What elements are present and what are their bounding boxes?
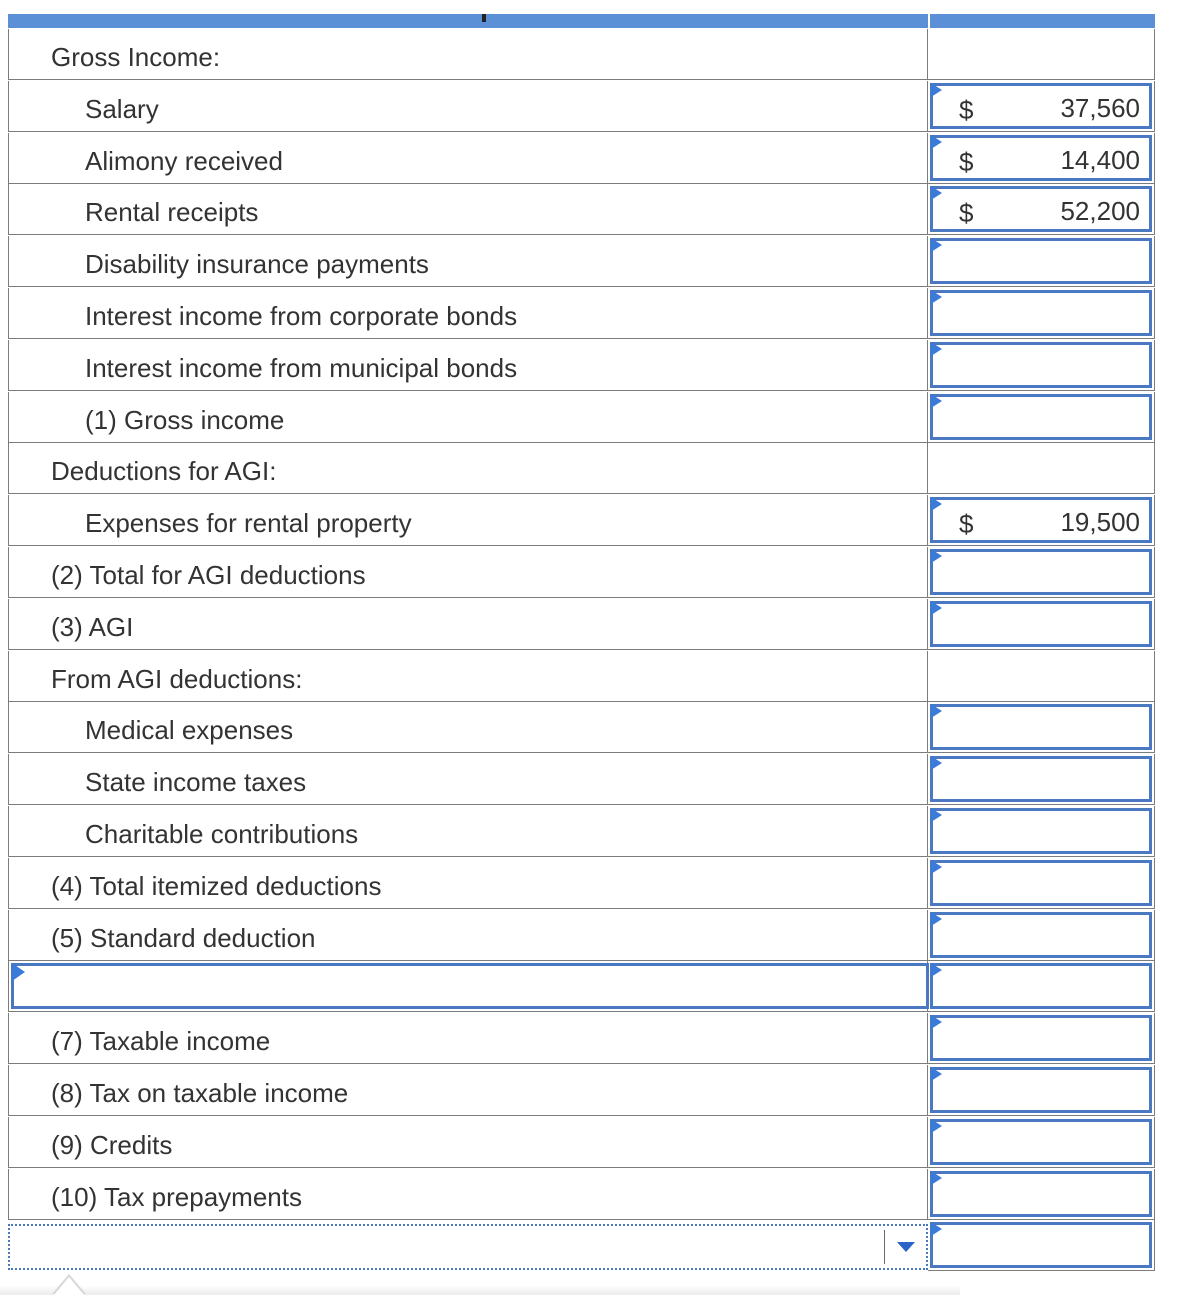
amount-input[interactable] <box>930 549 1152 595</box>
row-label-cell <box>8 910 928 961</box>
row-label-cell <box>8 29 928 80</box>
row-label-cell <box>8 184 928 235</box>
input-flag-icon <box>931 860 942 874</box>
row-label: (7) Taxable income <box>51 1026 271 1057</box>
line-11-label-select[interactable] <box>8 1224 928 1270</box>
worksheet-row <box>8 29 1155 81</box>
amount-input[interactable] <box>930 1171 1152 1217</box>
input-flag-icon <box>931 394 942 408</box>
row-label: Interest income from municipal bonds <box>85 352 518 383</box>
input-flag-icon <box>931 912 942 926</box>
row-label-cell <box>8 443 928 494</box>
dropdown-button[interactable] <box>884 1230 922 1264</box>
amount-value: 37,560 <box>1060 92 1140 123</box>
input-flag-icon <box>931 290 942 304</box>
worksheet-row <box>8 288 1155 340</box>
row-label-cell <box>8 702 928 753</box>
input-flag-icon <box>931 963 942 977</box>
row-label: Interest income from corporate bonds <box>85 301 518 331</box>
worksheet-row <box>8 443 1155 495</box>
amount-input[interactable] <box>930 860 1152 906</box>
line-6-label-input[interactable] <box>11 963 929 1009</box>
row-label-cell <box>8 858 928 909</box>
amount-input[interactable] <box>930 1067 1152 1113</box>
worksheet-row <box>8 961 1155 1013</box>
amount-input[interactable] <box>930 497 1152 543</box>
input-flag-icon <box>931 135 942 149</box>
input-flag-icon <box>931 1067 942 1081</box>
row-label: Charitable contributions <box>85 819 359 849</box>
row-label-cell <box>8 1117 928 1168</box>
input-flag-icon <box>931 756 942 770</box>
row-label-cell <box>8 1065 928 1116</box>
amount-input[interactable] <box>930 342 1152 388</box>
input-flag-icon <box>12 963 25 981</box>
worksheet-row <box>8 236 1155 288</box>
worksheet-row <box>8 184 1155 236</box>
worksheet-row <box>8 81 1155 133</box>
worksheet-row <box>8 1117 1155 1169</box>
amount-input[interactable] <box>930 1119 1152 1165</box>
amount-input[interactable] <box>930 135 1152 181</box>
amount-input[interactable] <box>930 601 1152 647</box>
row-value-cell <box>928 443 1155 494</box>
amount-value: 14,400 <box>1060 144 1140 175</box>
row-label: (4) Total itemized deductions <box>51 870 382 901</box>
input-flag-icon <box>931 497 942 511</box>
row-label: Expenses for rental property <box>85 508 412 539</box>
row-label-cell <box>8 1013 928 1064</box>
currency-symbol: $ <box>959 198 974 229</box>
worksheet-row <box>8 133 1155 185</box>
worksheet-row <box>8 392 1155 444</box>
amount-input[interactable] <box>930 1222 1152 1268</box>
row-label: (9) Credits <box>51 1129 173 1160</box>
row-value-cell <box>928 651 1155 702</box>
row-label: (3) AGI <box>51 611 134 642</box>
input-flag-icon <box>931 238 942 252</box>
row-label-cell <box>8 81 928 132</box>
row-label: (10) Tax prepayments <box>51 1181 302 1212</box>
amount-input[interactable] <box>930 808 1152 854</box>
input-flag-icon <box>931 549 942 563</box>
row-label: Gross Income: <box>51 42 221 72</box>
amount-input[interactable] <box>930 186 1152 232</box>
row-label-cell <box>8 340 928 391</box>
row-label-cell <box>8 1169 928 1220</box>
row-label: Deductions for AGI: <box>51 456 277 487</box>
worksheet-row <box>8 702 1155 754</box>
row-label: (2) Total for AGI deductions <box>51 560 366 590</box>
worksheet-row <box>8 910 1155 962</box>
header-bar-left <box>8 14 928 28</box>
worksheet-row <box>8 806 1155 858</box>
row-label-cell <box>8 806 928 857</box>
row-label: (1) Gross income <box>85 404 285 435</box>
header-bar-right <box>930 14 1155 28</box>
input-flag-icon <box>931 1222 942 1236</box>
input-flag-icon <box>931 342 942 356</box>
input-flag-icon <box>931 808 942 822</box>
worksheet-row <box>8 599 1155 651</box>
row-label-cell <box>8 754 928 805</box>
row-label: Disability insurance payments <box>85 249 429 280</box>
worksheet-row <box>8 1013 1155 1065</box>
row-label-cell <box>8 133 928 184</box>
row-label: (8) Tax on taxable income <box>51 1078 349 1108</box>
worksheet-row <box>8 858 1155 910</box>
input-flag-icon <box>931 601 942 615</box>
amount-value: 19,500 <box>1060 507 1140 538</box>
worksheet-row <box>8 1065 1155 1117</box>
row-label-cell <box>8 547 928 598</box>
chevron-down-icon <box>897 1242 915 1252</box>
amount-input[interactable] <box>930 83 1152 129</box>
row-label-cell <box>8 236 928 287</box>
row-label: Medical expenses <box>85 715 294 746</box>
row-value-cell <box>928 29 1155 80</box>
amount-input[interactable] <box>930 912 1152 958</box>
input-flag-icon <box>931 83 942 97</box>
worksheet-row <box>8 547 1155 599</box>
worksheet-row <box>8 1169 1155 1221</box>
worksheet-row <box>8 651 1155 703</box>
amount-input[interactable] <box>930 1015 1152 1061</box>
input-flag-icon <box>931 1015 942 1029</box>
row-label-cell <box>8 495 928 546</box>
worksheet-row <box>8 1220 1155 1272</box>
row-label-cell <box>8 961 928 1012</box>
header-tick <box>482 14 486 22</box>
worksheet-row <box>8 340 1155 392</box>
currency-symbol: $ <box>959 94 974 125</box>
row-label: Rental receipts <box>85 197 259 228</box>
worksheet-row <box>8 495 1155 547</box>
input-flag-icon <box>931 1171 942 1185</box>
row-label-cell <box>8 392 928 443</box>
amount-input[interactable] <box>930 704 1152 750</box>
row-label: (5) Standard deduction <box>51 922 316 953</box>
input-flag-icon <box>931 186 942 200</box>
worksheet-row <box>8 754 1155 806</box>
row-label-cell <box>8 288 928 339</box>
row-label: State income taxes <box>85 767 307 798</box>
input-flag-icon <box>931 704 942 718</box>
row-label: Alimony received <box>85 145 283 176</box>
row-label: Salary <box>85 93 159 124</box>
amount-input[interactable] <box>930 756 1152 802</box>
input-flag-icon <box>931 1119 942 1133</box>
amount-input[interactable] <box>930 963 1152 1009</box>
row-label-cell <box>8 1220 928 1271</box>
bottom-shadow <box>0 1285 960 1295</box>
amount-input[interactable] <box>930 394 1152 440</box>
amount-input[interactable] <box>930 238 1152 284</box>
amount-value: 52,200 <box>1060 196 1140 227</box>
row-label-cell <box>8 651 928 702</box>
row-label: From AGI deductions: <box>51 663 303 694</box>
row-label-cell <box>8 599 928 650</box>
currency-symbol: $ <box>959 146 974 177</box>
tooltip-pointer-inner <box>54 1277 84 1295</box>
amount-input[interactable] <box>930 290 1152 336</box>
currency-symbol: $ <box>959 509 974 540</box>
